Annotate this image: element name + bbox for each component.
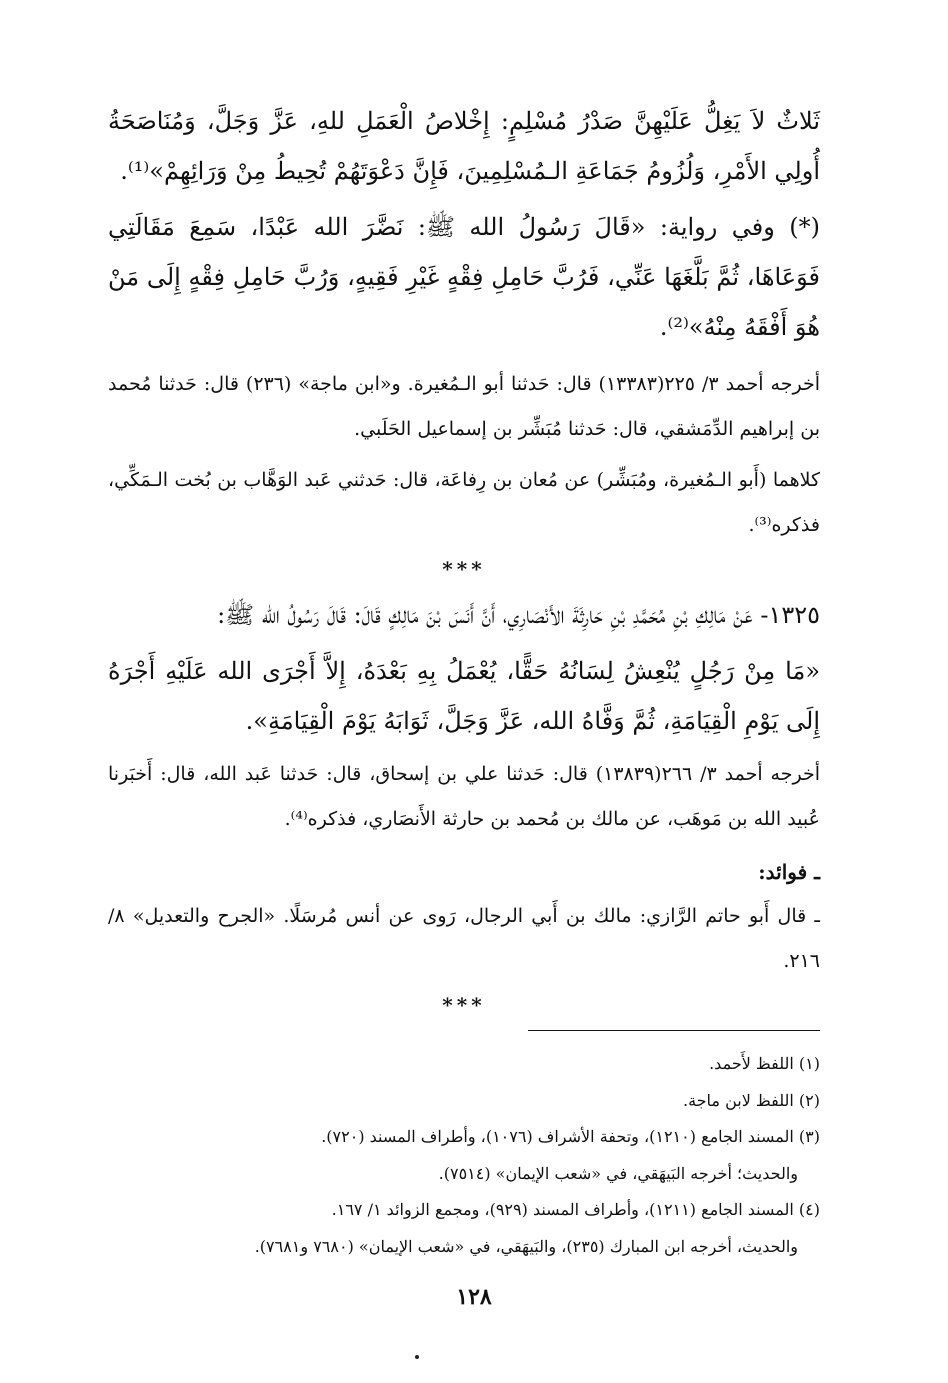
footnote-3-continuation: والحديث؛ أخرجه البَيهَقي، في «شعب الإيمان» (٧٥١٤). [438, 1163, 798, 1183]
hadith-1325-text: «مَا مِنْ رَجُلٍ يُنْعِشُ لِسَانُهُ حَقًّا، يُعْمَلُ بِهِ بَعْدَهُ، إِلاَّ أَجْرَى الله عَلَيْهِ أَجْرَهُ إِلَى يَوْمِ الْقِيَامَةِ، ثُمَّ وَفَّاهُ الله، عَزَّ وَجَلَّ، ثَوَابَهُ يَوْمَ الْقِيَامَةِ». [108, 657, 820, 735]
takhrij-text: أخرجه أحمد ٣/ ٢٢٥(١٣٣٨٣) قال: حَدثنا أبو الـمُغيرة. و«ابن ماجة» (٢٣٦) قال: حَدثنا مُحمد بن إبراهيم الدِّمَشقي، قال: حَدثنا مُبَشِّر بن إسماعيل الحَلَبي. [108, 373, 820, 440]
section-separator: *** [442, 993, 486, 1017]
footnote-1: (١) اللفظ لأَحمد. [709, 1054, 820, 1073]
takhrij-text-1325: أخرجه أحمد ٣/ ٢٦٦(١٣٨٣٩) قال: حَدثنا علي بن إسحاق، قال: حَدثنا عَبد الله، قال: أَخبَرنا عُبيد الله بن مَوهَب، عن مالك بن مُحمد بن حارثة الأَنصَاري، فذكره⁽⁴⁾. [108, 763, 820, 830]
benefits-text: ـ قال أَبو حاتم الرَّازي: مالك بن أَبي الرجال، رَوى عن أنس مُرسَلًا. «الجرح والتعديل» ٨/ ٢١٦. [108, 905, 820, 972]
footnote-divider [528, 1030, 820, 1031]
footnote-3: (٣) المسند الجامع (١٢١٠)، وتحفة الأشراف (١٠٧٦)، وأطراف المسند (٧٢٠). [321, 1127, 820, 1146]
footnote-2: (٢) اللفظ لابن ماجة. [683, 1090, 820, 1110]
footnotes [108, 1046, 820, 1265]
hadith-1325-intro: ١٣٢٥- عَنْ مَالِكِ بْنِ مُحَمَّدِ بْنِ حَارِثَةَ الأَنْصَارِي، أَنَّ أَنَسَ بْنَ مَالِكٍ قَالَ: قَالَ رَسُولُ الله ﷺ: [217, 601, 820, 629]
footnote-4-continuation: والحديث، أخرجه ابن المبارك (٢٣٥)، والبَيهَقي، في «شعب الإيمان» (٧٦٨٠ و٧٦٨١). [254, 1236, 798, 1256]
hadith-alternate-narration: (*) وفي رواية: «قَالَ رَسُولُ الله ﷺ: نَضَّرَ الله عَبْدًا، سَمِعَ مَقَالَتِي فَوَعَاهَا، ثُمَّ بَلَّغَهَا عَنِّي، فَرُبَّ حَامِلِ فِقْهٍ غَيْرِ فَقِيهٍ، وَرُبَّ حَامِلِ فِقْهٍ إِلَى مَنْ هُوَ أَفْقَهُ مِنْهُ»⁽²⁾. [108, 213, 820, 341]
hadith-text-continuation: ثَلاثٌ لاَ يَغِلُّ عَلَيْهِنَّ صَدْرُ مُسْلِمٍ: إِخْلاصُ الْعَمَلِ للهِ، عَزَّ وَجَلَّ، وَمُنَاصَحَةُ أُولِي الأَمْرِ، وَلُزُومُ جَمَاعَةِ الـمُسْلِمِينَ، فَإِنَّ دَعْوَتَهُمْ تُحِيطُ مِنْ وَرَائِهِمْ»⁽¹⁾. [108, 107, 820, 185]
benefits-heading: ـ فوائد: [758, 860, 820, 884]
isnad-text: كلاهما (أَبو الـمُغيرة، ومُبَشِّر) عن مُعان بن رِفاعَة، قال: حَدثني عَبد الوَهَّاب بن بُخت الـمَكِّي، فذكره⁽³⁾. [108, 469, 820, 536]
page-body [108, 96, 820, 1026]
section-separator: *** [442, 557, 486, 581]
footnote-4: (٤) المسند الجامع (١٢١١)، وأطراف المسند (٩٢٩)، ومجمع الزوائد ١/ ١٦٧. [331, 1200, 820, 1219]
scan-dot [415, 1355, 419, 1359]
page-number: ١٢٨ [456, 1284, 492, 1310]
